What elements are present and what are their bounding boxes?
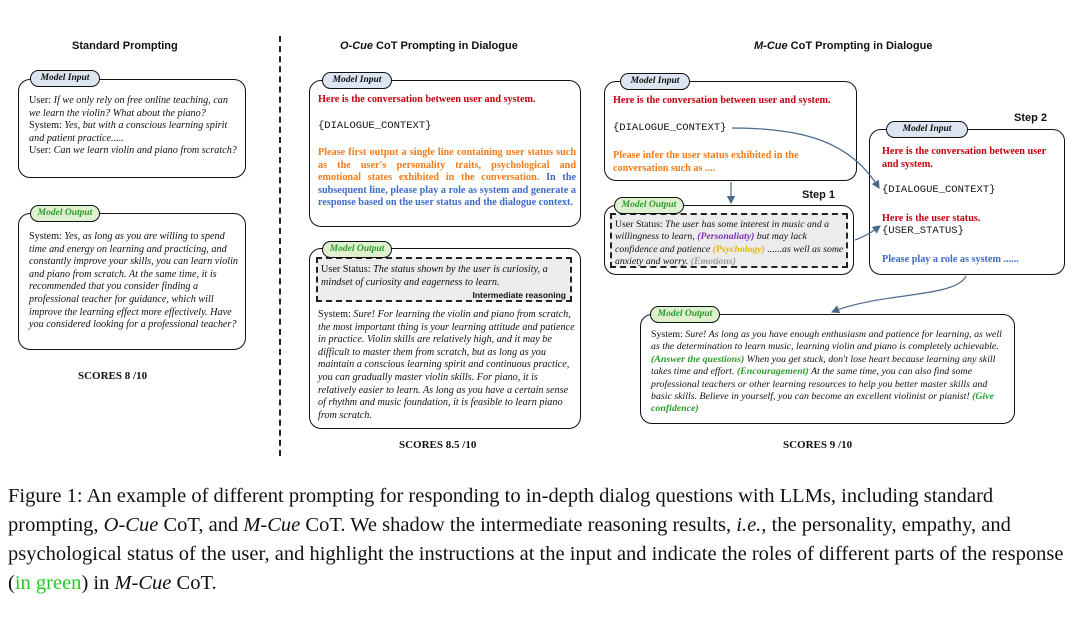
step2-label: Step 2 — [1014, 112, 1048, 124]
ocue-system-text: System: Sure! For learning the violin and piano from scratch, the most important thing is your learning attitude and patience in practice. Violin skills are relatively high, and it may be difficult to master them from scratch, but as long as you maintain a conscious learning spirit and continuous practice, you can gradually master violin skills. For piano, it is relatively easier to learn. As long as you have a certain sense of rhythm and music foundation, it is feasible to learn piano from scratch. — [318, 309, 575, 421]
arrow-status-to-step2 — [855, 226, 880, 240]
mcue-score: SCORES 9 /10 — [783, 439, 853, 451]
ocue-model-input-label: Model Input — [322, 72, 392, 89]
ocue-model-output-label: Model Output — [322, 241, 392, 258]
standard-model-output-label: Model Output — [30, 205, 100, 222]
mcue-model-output-label-2: Model Output — [650, 306, 720, 323]
ocue-score: SCORES 8.5 /10 — [399, 439, 477, 451]
mcue-input1-context: {DIALOGUE_CONTEXT} — [613, 122, 727, 134]
mcue-model-input-label-2: Model Input — [886, 121, 968, 138]
mcue-input2-context: {DIALOGUE_CONTEXT} — [882, 184, 996, 196]
mcue-model-input-label-1: Model Input — [620, 73, 690, 90]
ocue-context: {DIALOGUE_CONTEXT} — [318, 120, 432, 132]
mcue-input2-blue: Please play a role as system ...... — [882, 254, 1019, 265]
ocue-heading: O-Cue CoT Prompting in Dialogue — [340, 40, 518, 52]
standard-score: SCORES 8 /10 — [78, 370, 148, 382]
standard-input-text: User: If we only rely on free online teaching, can we learn the violin? What about the piano? System: Yes, but with a conscious learning spirit and patient practice..... User: Can we learn violin and piano from scratch? — [29, 95, 237, 157]
mcue-input1-red: Here is the conversation between user and system. — [613, 95, 831, 106]
ocue-input-instructions: Please first output a single line containing user status such as the user's personality traits, psychological and emotional states exhibited in the conversation. In the subsequent line, please play a role as system and generate a response based on the user status and the dialogue context. — [318, 147, 577, 209]
arrow-context-to-step2 — [732, 128, 879, 188]
ocue-input-red: Here is the conversation between user and system. — [318, 94, 536, 105]
figure-caption: Figure 1: An example of different prompting for responding to in-depth dialog questions with LLMs, including standard prompting, O-Cue CoT, and M-Cue CoT. We shadow the intermediate reasoning results, i.e., the personality, empathy, and psychological status of the user, and highlight the instructions at the input and indicate the roles of different parts of the response (in green) in M-Cue CoT. — [8, 485, 1064, 594]
mcue-input2-red2: Here is the user status. — [882, 213, 981, 224]
standard-prompting-heading: Standard Prompting — [72, 40, 178, 52]
mcue-input1-orange: Please infer the user status exhibited in the conversation such as .... — [613, 150, 799, 174]
step1-label: Step 1 — [802, 189, 836, 201]
standard-model-input-label: Model Input — [30, 70, 100, 87]
ocue-user-status: User Status: The status shown by the user is curiosity, a mindset of curiosity and eagerness to learn. — [321, 264, 548, 288]
mcue-model-output-label-1: Model Output — [614, 197, 684, 214]
mcue-user-status: User Status: The user has some interest in music and a willingness to learn, (Personaliaty) but may lack confidence and patience (Psychology) ......as well as some anxiety and worry. (Emotions) — [615, 219, 844, 268]
standard-output-text: System: Yes, as long as you are willing to spend time and energy on learning and practicing, and constantly improve your skills, you can learn violin and piano from scratch. At the same time, it is recommended that you consider finding a professional teacher for guidance, which will improve the learning effect more effectively. Have you considered looking for a professional teacher? — [29, 231, 238, 331]
mcue-output-text: System: Sure! As long as you have enough enthusiasm and patience for learning, as well as the determination to learn music, learning violin and piano is completely achievable. (Answer the questions) When you get stuck, don't lose heart because learning any skill takes time and effort. (Encouragement) At the same time, you can also find some professional teachers or other learning resources to help you better master skills and basic skills. Believe in yourself, you can become an excellent violinist or pianist! (Give confidence) — [651, 329, 1002, 415]
intermediate-reasoning-label: Intermediate reasoning — [472, 290, 566, 300]
mcue-heading: M-Cue CoT Prompting in Dialogue — [754, 40, 933, 52]
arrow-step2-to-output — [832, 276, 966, 312]
mcue-input2-red1: Here is the conversation between user and system. — [882, 146, 1047, 170]
mcue-input2-status: {USER_STATUS} — [882, 225, 964, 237]
